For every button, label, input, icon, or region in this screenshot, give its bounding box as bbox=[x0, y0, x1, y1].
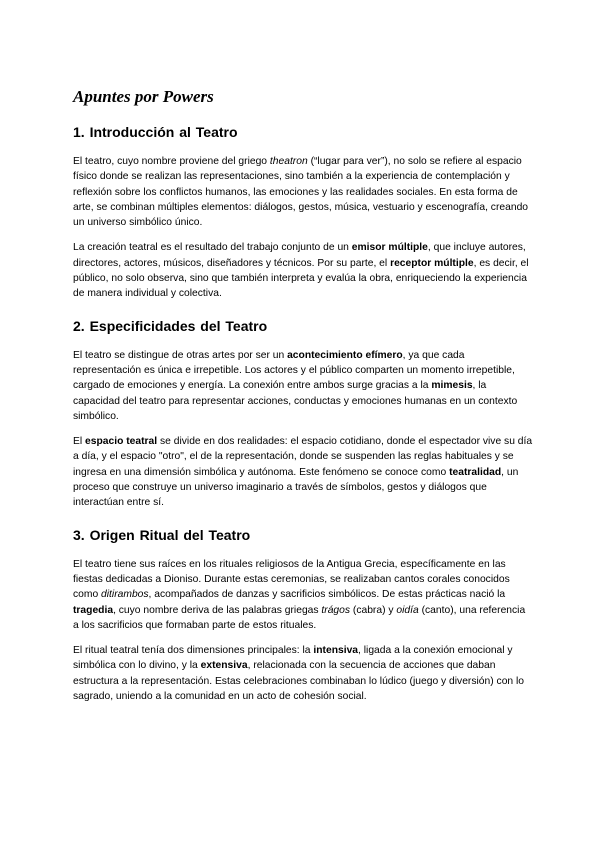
section-especificidades bbox=[73, 316, 533, 511]
italic-term: oidía bbox=[396, 604, 419, 616]
text-run: , acompañados de danzas y sacrificios simbólicos. De estas prácticas nació la bbox=[148, 589, 506, 601]
bold-term: espacio teatral bbox=[85, 436, 158, 448]
text-run: , relacionada con la secuencia de acciones que daban estructura a la representación. Estas celebraciones combinaban lo lúdico (juego y diversión) con lo sagrado, uniendo a la comunidad en un acto de cohesión social. bbox=[73, 660, 525, 703]
text-run: El teatro se distingue de otras artes por ser un bbox=[73, 349, 288, 361]
paragraph bbox=[73, 154, 533, 230]
text-run: El ritual teatral tenía dos dimensiones principales: la bbox=[73, 645, 314, 657]
section-heading: 3. Origen Ritual del Teatro bbox=[73, 526, 251, 543]
text-run: El teatro, cuyo nombre proviene del griego bbox=[73, 156, 270, 167]
text-run: , ya que cada representación es única e irrepetible. Los actores y el público comparten un momento irrepetible, cargado de emociones y energía. La conexión entre ambos surge gracias a la bbox=[73, 349, 515, 392]
paragraph bbox=[73, 348, 533, 424]
document-title: Apuntes por Powers bbox=[73, 87, 214, 106]
bold-term: acontecimiento efímero bbox=[287, 349, 403, 361]
bold-term: teatralidad bbox=[449, 466, 502, 478]
text-run: se divide en dos realidades: el espacio cotidiano, donde el espectador vive su día a día, y el espacio "otro", el de la representación, donde se suspenden las reglas habituales y se ingresa en una dimensión simbólica y autónoma. Este fenómeno se conoce como bbox=[73, 436, 533, 478]
bold-term: receptor múltiple bbox=[390, 257, 474, 269]
bold-term: extensiva bbox=[200, 660, 248, 672]
text-run: , cuyo nombre deriva de las palabras griegas bbox=[113, 604, 322, 616]
paragraph bbox=[73, 643, 533, 704]
text-run: , es decir, el público, no solo observa, sino que también interpreta y evalúa la obra, enriqueciendo la experiencia de manera individual y colectiva. bbox=[73, 257, 529, 300]
text-run: (cabra) y bbox=[350, 604, 397, 616]
section-heading: 2. Especificidades del Teatro bbox=[73, 317, 268, 334]
bold-term: emisor múltiple bbox=[351, 242, 428, 254]
section-heading: 1. Introducción al Teatro bbox=[73, 124, 238, 140]
italic-term: ditirambos bbox=[101, 589, 149, 601]
text-run: La creación teatral es el resultado del trabajo conjunto de un bbox=[73, 242, 352, 254]
bold-term: tragedia bbox=[73, 604, 114, 616]
text-run: , que incluye autores, directores, actores, músicos, diseñadores y técnicos. Por su parte, el bbox=[73, 242, 526, 269]
text-run: , un proceso que construye un universo imaginario a través de símbolos, gestos y diálogos que interactúan entre sí. bbox=[73, 466, 519, 509]
section-origen-ritual bbox=[73, 525, 533, 705]
section-introduccion bbox=[73, 122, 533, 302]
text-run: , ligada a la conexión emocional y simbólica con lo divino, y la bbox=[73, 645, 513, 672]
text-run: (canto), una referencia a los sacrificios que formaban parte de estos rituales. bbox=[73, 604, 526, 631]
text-run: (“lugar para ver”), no solo se refiere al espacio físico donde se realizan las representaciones, sino también a la experiencia de contemplación y reflexión sobre los conflictos humanos, las emociones y las realidades sociales. En esta forma de arte, se combinan múltiples elementos: diálogos, gestos, música, vestuario y escenografía, creando un universo simbólico único. bbox=[73, 156, 529, 229]
paragraph bbox=[73, 557, 533, 633]
bold-term: mimesis bbox=[431, 380, 473, 392]
document-page bbox=[73, 86, 533, 718]
italic-term: theatron bbox=[269, 156, 308, 167]
text-run: , la capacidad del teatro para representar acciones, conductas y emociones humanas en un contexto simbólico. bbox=[73, 380, 518, 422]
paragraph bbox=[73, 434, 533, 510]
bold-term: intensiva bbox=[313, 645, 359, 657]
text-run: El bbox=[73, 436, 86, 448]
paragraph bbox=[73, 240, 533, 301]
italic-term: trágos bbox=[321, 604, 351, 616]
text-run: El teatro tiene sus raíces en los rituales religiosos de la Antigua Grecia, específicamente en las fiestas dedicadas a Dioniso. Durante estas ceremonias, se realizaban cantos corales conocidos como bbox=[73, 558, 510, 601]
